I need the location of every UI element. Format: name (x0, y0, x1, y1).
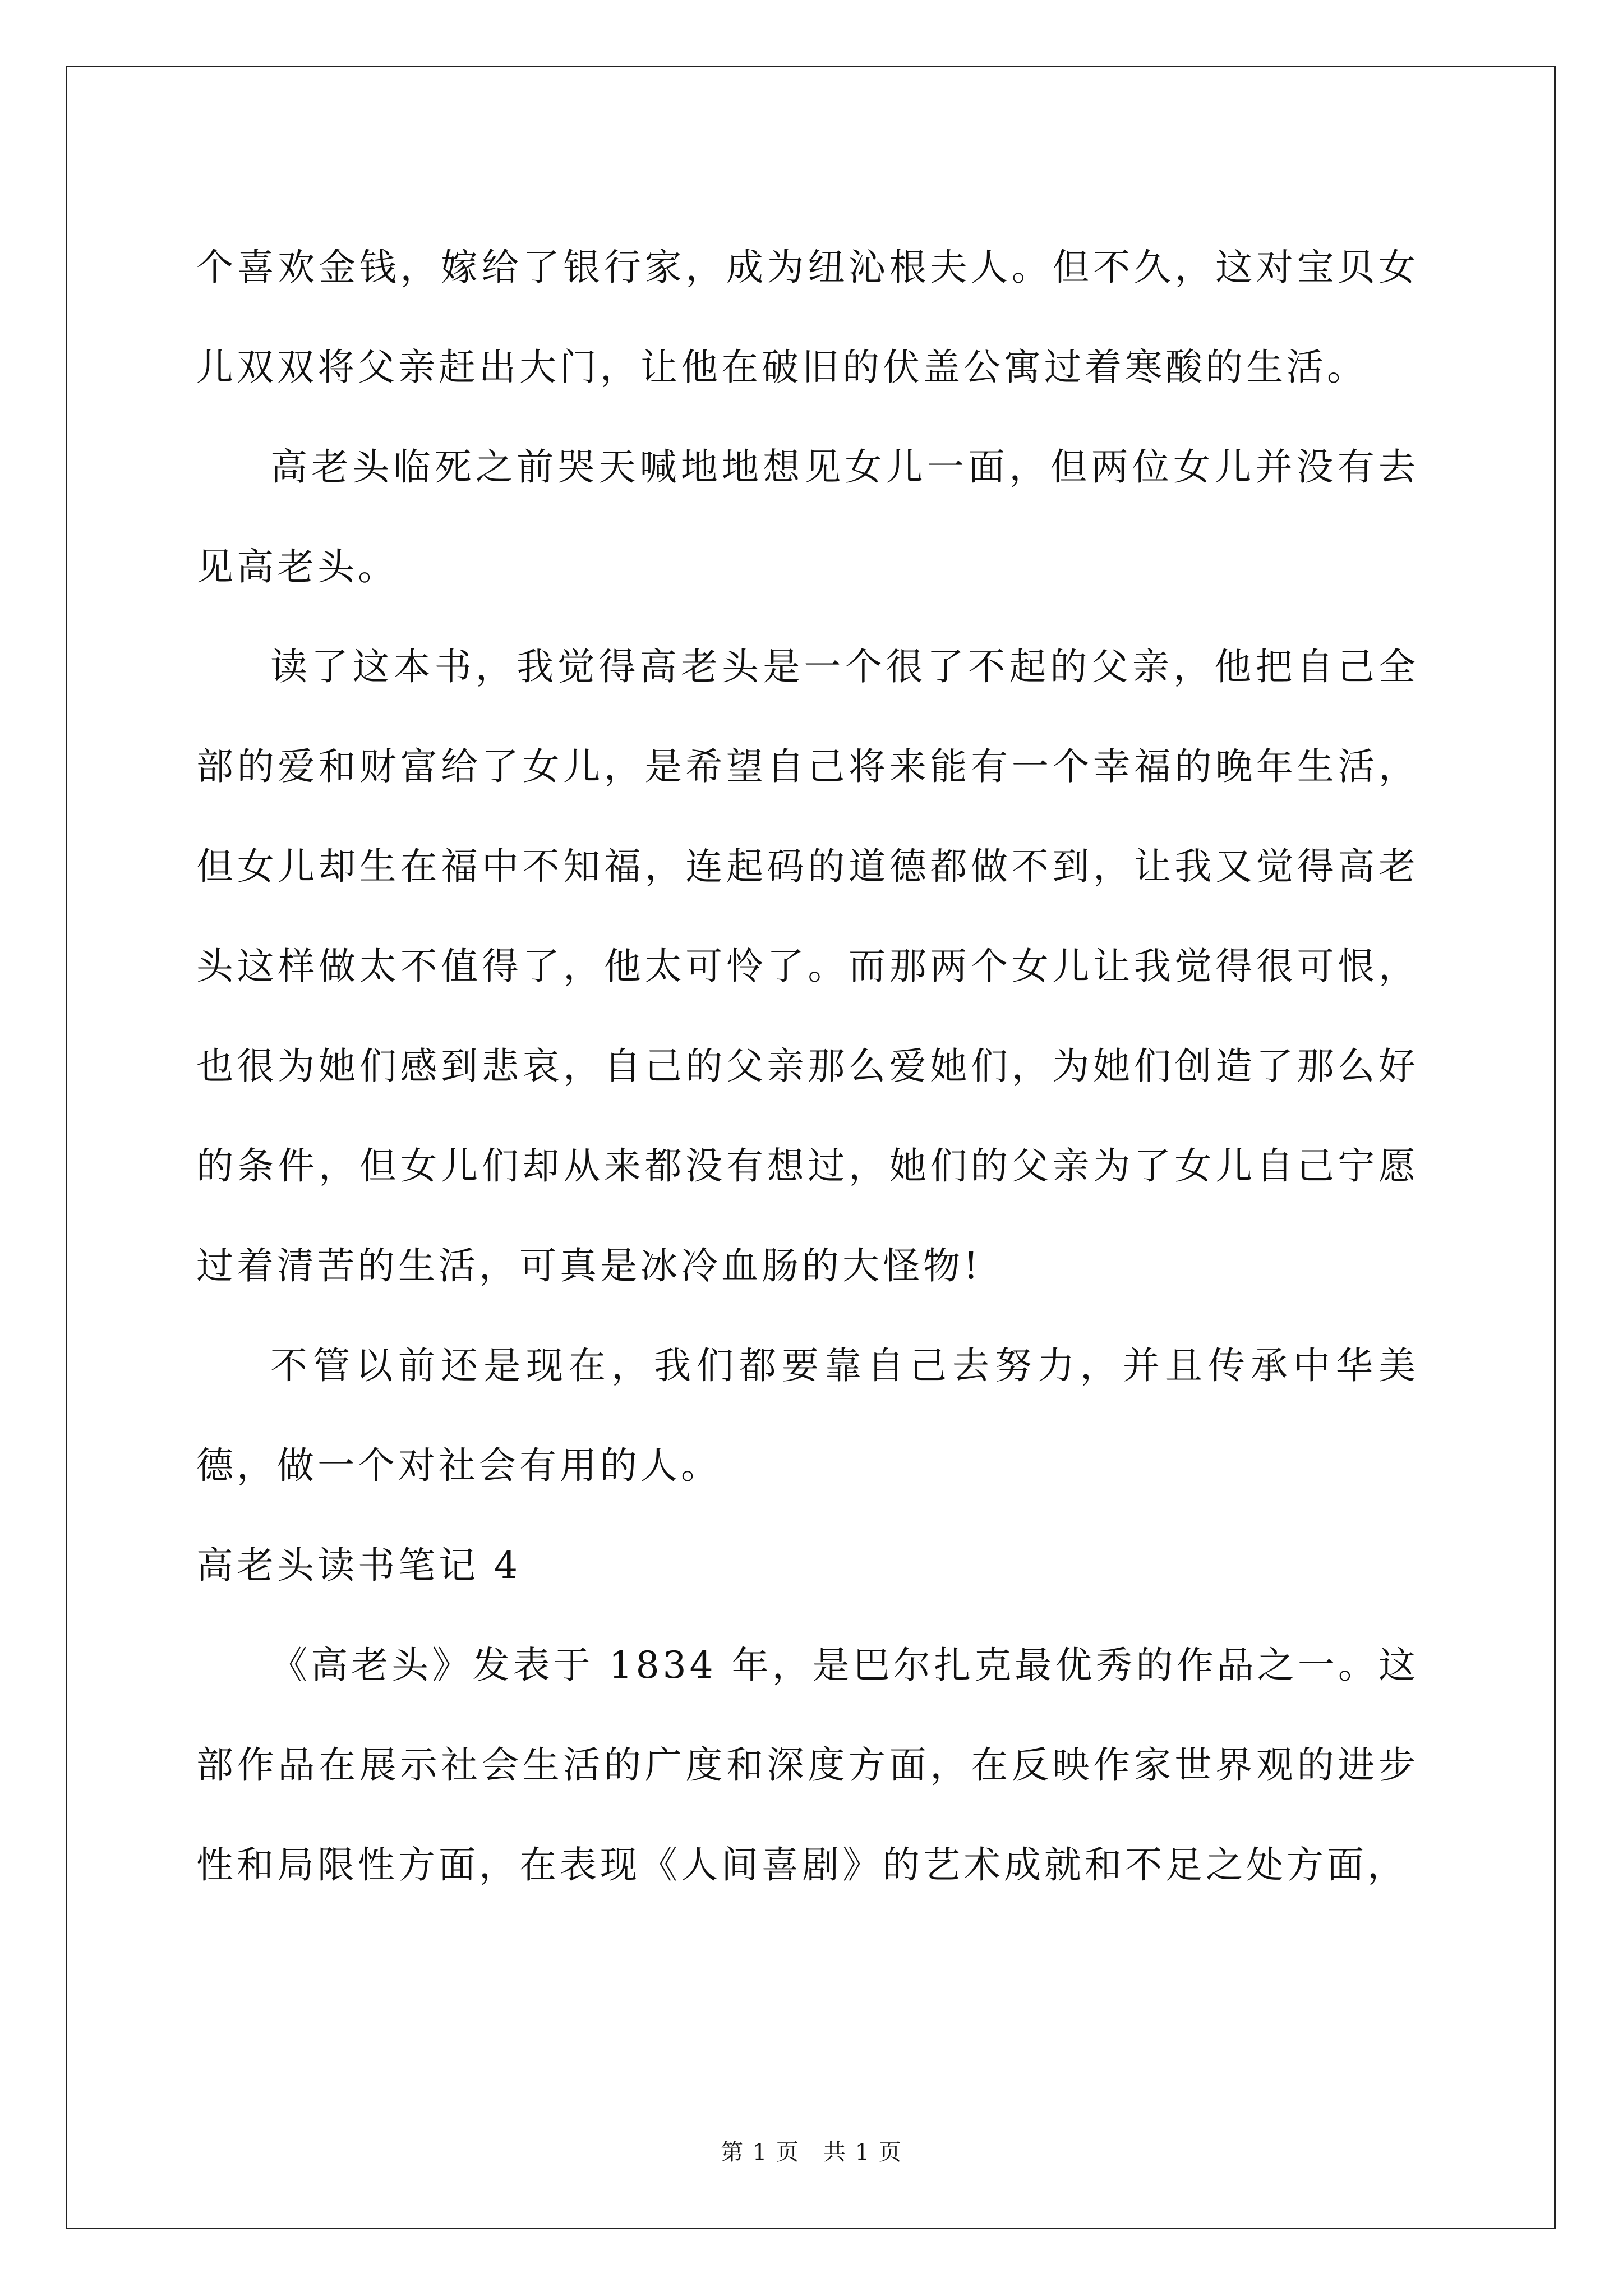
paragraph-1: 个喜欢金钱，嫁给了银行家，成为纽沁根夫人。但不久，这对宝贝女儿双双将父亲赶出大门，让他在破旧的伏盖公寓过着寒酸的生活。 (196, 246, 1419, 389)
section-paragraph-1: 《高老头》发表于 1834 年，是巴尔扎克最优秀的作品之一。这部作品在展示社会生活的广度和深度方面，在反映作家世界观的进步性和局限性方面，在表现《人间喜剧》的艺术成就和不足之处方面， (196, 1644, 1419, 1887)
page-number-footer: 第 1 页 共 1 页 (721, 2139, 902, 2165)
paragraph-2: 高老头临死之前哭天喊地地想见女儿一面，但两位女儿并没有去见高老头。 (196, 445, 1419, 588)
section-heading: 高老头读书笔记 4 (196, 1544, 521, 1587)
paragraph-3: 读了这本书，我觉得高老头是一个很了不起的父亲，他把自己全部的爱和财富给了女儿，是希望自己将来能有一个幸福的晚年生活，但女儿却生在福中不知福，连起码的道德都做不到，让我又觉得高老头这样做太不值得了，他太可怜了。而那两个女儿让我觉得很可恨，也很为她们感到悲哀，自己的父亲那么爱她们，为她们创造了那么好的条件，但女儿们却从来都没有想过，她们的父亲为了女儿自己宁愿过着清苦的生活，可真是冰冷血肠的大怪物! (196, 645, 1419, 1287)
document-body (196, 218, 1419, 1915)
paragraph-4: 不管以前还是现在，我们都要靠自己去努力，并且传承中华美德，做一个对社会有用的人。 (196, 1344, 1419, 1487)
